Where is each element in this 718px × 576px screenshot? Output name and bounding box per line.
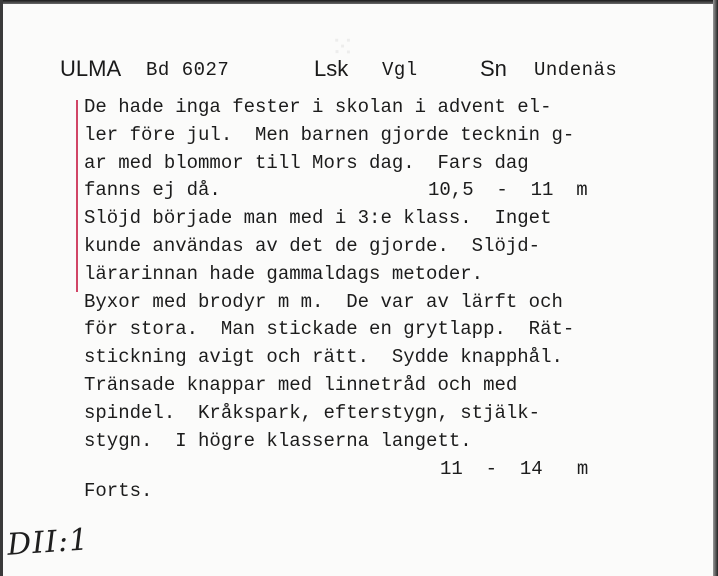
text-line: stickning avigt och rätt. Sydde knapphål. — [84, 346, 563, 369]
text-line: spindel. Kråkspark, efterstygn, stjälk- — [84, 401, 541, 424]
text-line: kunde användas av det de gjorde. Slöjd- — [84, 234, 541, 257]
text-line: Byxor med brodyr m m. De var av lärft och — [84, 290, 563, 313]
text-line: stygn. I högre klasserna langett. — [84, 429, 472, 452]
archive-name: ULMA — [60, 56, 122, 81]
handwritten-archive-code: DII:1 — [6, 522, 91, 563]
age-range-mark: 10,5 - 11 m — [428, 179, 588, 202]
text-line: lärarinnan hade gammaldags metoder. — [84, 262, 484, 285]
text-line: ler före jul. Men barnen gjorde tecknin g- — [84, 123, 575, 146]
text-line: för stora. Man stickade en grytlapp. Rät- — [84, 318, 575, 341]
text-line: De hade inga fester i skolan i advent el- — [84, 96, 552, 118]
card-left-edge — [0, 0, 3, 576]
text-line: fanns ej då. 10,5 - 11 m — [84, 177, 684, 205]
card-right-edge — [713, 0, 718, 576]
show-through: ⁙ — [330, 31, 356, 64]
continued-note: Forts. — [84, 480, 153, 502]
text-line: Tränsade knappar med linnetråd och med — [84, 373, 518, 396]
card-top-edge — [0, 0, 718, 4]
text-line: Slöjd började man med i 3:e klass. Inget — [84, 207, 552, 230]
red-margin-mark — [76, 100, 78, 292]
volume-number: Bd 6027 — [146, 59, 230, 81]
sn-label: Sn — [480, 56, 507, 81]
lsk-value: Vgl — [382, 59, 418, 81]
age-range-mark-2: 11 - 14 m — [440, 458, 589, 480]
lsk-label: Lsk — [314, 56, 349, 81]
text-line: ar med blommor till Mors dag. Fars dag — [84, 151, 529, 174]
sn-value: Undenäs — [534, 59, 618, 81]
card-body — [84, 94, 684, 455]
